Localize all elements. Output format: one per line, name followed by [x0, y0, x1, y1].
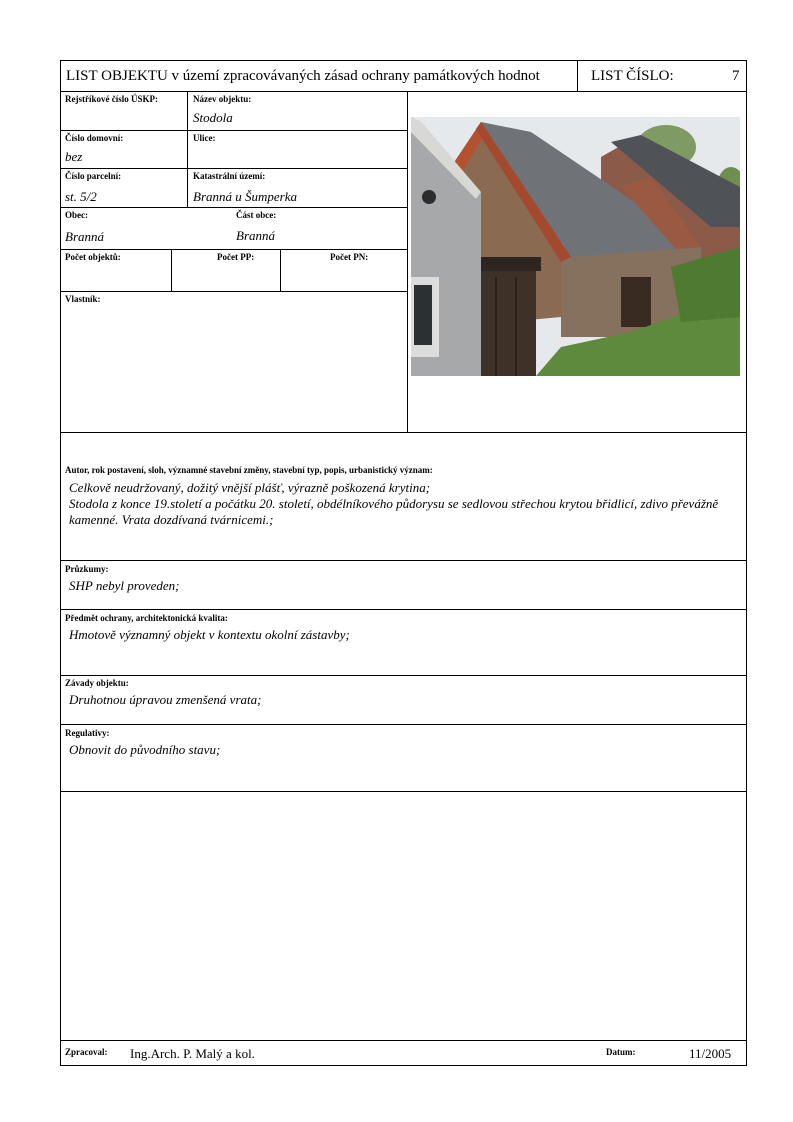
- rule-row1: [60, 130, 407, 131]
- rule-regulations: [60, 791, 747, 792]
- object-count-label: Počet objektů:: [65, 252, 121, 262]
- house-number-value: bez: [65, 149, 83, 164]
- cadastral-area-value: Branná u Šumperka: [193, 189, 297, 204]
- rule-row2: [60, 168, 407, 169]
- rule-row4: [60, 249, 407, 250]
- parcel-number-value: st. 5/2: [65, 189, 97, 204]
- surveys-text: SHP nebyl proveden;: [69, 578, 180, 593]
- regulations-text: Obnovit do původního stavu;: [69, 742, 221, 757]
- rule-protection: [60, 675, 747, 676]
- municipality-part-label: Část obce:: [236, 210, 277, 220]
- rule-sheet-divider: [577, 60, 578, 91]
- object-name-label: Název objektu:: [193, 94, 252, 104]
- processed-by-value: Ing.Arch. P. Malý a kol.: [130, 1046, 255, 1061]
- protection-label: Předmět ochrany, architektonická kvalita:: [65, 613, 228, 623]
- municipality-label: Obec:: [65, 210, 88, 220]
- rule-defects: [60, 724, 747, 725]
- municipality-part-value: Branná: [236, 228, 275, 243]
- rule-surveys: [60, 609, 747, 610]
- description-text: Celkově neudržovaný, dožitý vnější plášť, výrazně poškozená krytina; Stodola z konce 19.století a počátku 20. století, obdélníkového půdorysu se sedlovou střechou krytou břidlicí, zdivo převážně kamenné. Vrata dozdívaná tvárnicemi.;: [69, 480, 719, 527]
- cadastral-area-label: Katastrální území:: [193, 171, 266, 181]
- description-label: Autor, rok postavení, sloh, významné stavební změny, stavební typ, popis, urbanistický význam:: [65, 465, 433, 475]
- municipality-value: Branná: [65, 229, 104, 244]
- date-label: Datum:: [606, 1047, 636, 1057]
- rule-row3: [60, 207, 407, 208]
- rule-left-col: [187, 91, 188, 207]
- rule-count-col2: [280, 249, 281, 291]
- date-value: 11/2005: [689, 1046, 732, 1061]
- sheet-number-label: LIST ČÍSLO:: [591, 68, 674, 84]
- registry-label: Rejstříkové číslo ÚSKP:: [65, 94, 158, 104]
- owner-label: Vlastník:: [65, 294, 101, 304]
- surveys-label: Průzkumy:: [65, 564, 109, 574]
- processed-by-label: Zpracoval:: [65, 1047, 108, 1057]
- rule-photo-divider: [407, 91, 408, 432]
- sheet-number-value: 7: [732, 68, 740, 84]
- barn-photo: [411, 117, 740, 376]
- rule-top-block: [60, 432, 747, 433]
- form-title: LIST OBJEKTU v území zpracovávaných zásad ochrany památkových hodnot: [66, 68, 540, 84]
- pn-count-label: Počet PN:: [330, 252, 369, 262]
- rule-count-col1: [171, 249, 172, 291]
- regulations-label: Regulativy:: [65, 728, 110, 738]
- pp-count-label: Počet PP:: [217, 252, 255, 262]
- rule-header: [60, 91, 747, 92]
- defects-label: Závady objektu:: [65, 678, 129, 688]
- parcel-number-label: Číslo parcelní:: [65, 171, 122, 181]
- street-label: Ulice:: [193, 133, 216, 143]
- object-name-value: Stodola: [193, 110, 233, 125]
- house-number-label: Číslo domovní:: [65, 133, 124, 143]
- rule-footer: [60, 1040, 747, 1041]
- protection-text: Hmotově významný objekt v kontextu okolní zástavby;: [69, 627, 350, 642]
- rule-description: [60, 560, 747, 561]
- barn-photo-drawing: [411, 117, 740, 376]
- rule-row5: [60, 291, 407, 292]
- defects-text: Druhotnou úpravou zmenšená vrata;: [69, 692, 262, 707]
